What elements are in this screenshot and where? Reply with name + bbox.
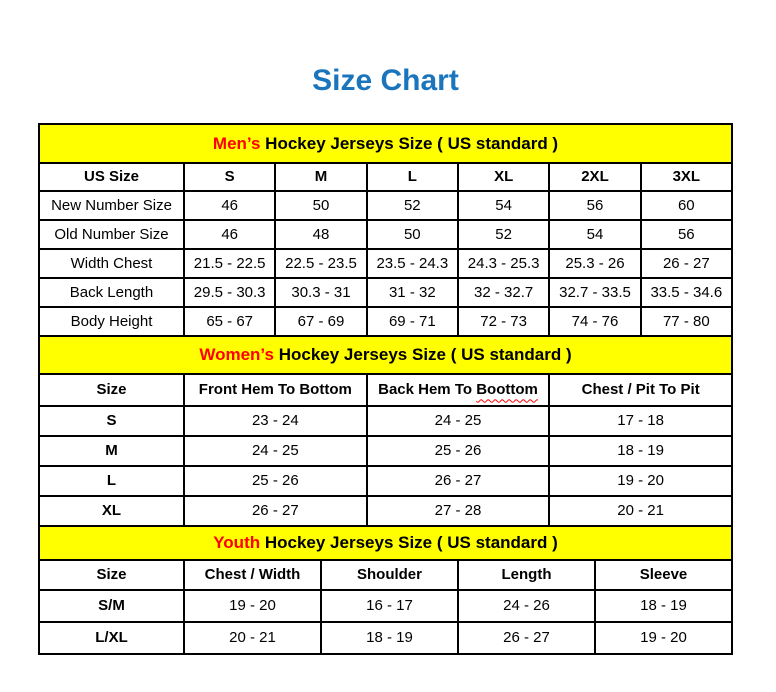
size-chart-tables [38, 123, 733, 655]
size-value-cell: 77 - 80 [641, 307, 732, 336]
table-row [39, 307, 732, 336]
table-row [39, 466, 732, 496]
womens-col-header [367, 374, 550, 406]
size-value-cell: 56 [549, 191, 640, 220]
youth-section-highlight: Youth [213, 533, 261, 553]
size-value-cell: 32.7 - 33.5 [549, 278, 640, 307]
size-value-cell: 52 [367, 191, 458, 220]
size-value-cell: 33.5 - 34.6 [641, 278, 732, 307]
size-value-cell: 29.5 - 30.3 [184, 278, 275, 307]
mens-row-label: Back Length [39, 278, 184, 307]
youth-size-table [38, 525, 733, 655]
size-value-cell: 46 [184, 191, 275, 220]
size-value-cell: 74 - 76 [549, 307, 640, 336]
womens-row-label: S [39, 406, 184, 436]
youth-section-title-rest: Hockey Jerseys Size ( US standard ) [260, 533, 558, 553]
youth-header-row [39, 560, 732, 590]
size-value-cell: 54 [549, 220, 640, 249]
table-row [39, 622, 732, 654]
size-value-cell: 72 - 73 [458, 307, 549, 336]
womens-section-band [39, 336, 732, 374]
mens-col-header: US Size [39, 163, 184, 191]
table-row [39, 590, 732, 622]
size-value-cell: 65 - 67 [184, 307, 275, 336]
size-value-cell: 19 - 20 [549, 466, 732, 496]
size-value-cell: 16 - 17 [321, 590, 458, 622]
youth-row-label: L/XL [39, 622, 184, 654]
size-value-cell: 19 - 20 [595, 622, 732, 654]
mens-section-title-rest: Hockey Jerseys Size ( US standard ) [260, 133, 559, 153]
mens-col-header: 2XL [549, 163, 640, 191]
size-value-cell: 18 - 19 [595, 590, 732, 622]
womens-section-highlight: Women’s [199, 345, 274, 365]
womens-row-label: L [39, 466, 184, 496]
size-value-cell: 23 - 24 [184, 406, 367, 436]
womens-row-label: XL [39, 496, 184, 526]
size-value-cell: 21.5 - 22.5 [184, 249, 275, 278]
size-value-cell: 27 - 28 [367, 496, 550, 526]
mens-row-label: Body Height [39, 307, 184, 336]
mens-row-label: Width Chest [39, 249, 184, 278]
mens-row-label: New Number Size [39, 191, 184, 220]
womens-col-header: Front Hem To Bottom [184, 374, 367, 406]
size-value-cell: 31 - 32 [367, 278, 458, 307]
youth-section-header [39, 526, 732, 560]
table-row [39, 278, 732, 307]
size-value-cell: 25 - 26 [184, 466, 367, 496]
mens-col-header: XL [458, 163, 549, 191]
size-value-cell: 24 - 26 [458, 590, 595, 622]
mens-row-label: Old Number Size [39, 220, 184, 249]
youth-col-header: Shoulder [321, 560, 458, 590]
mens-section-header [39, 124, 732, 163]
size-value-cell: 52 [458, 220, 549, 249]
size-value-cell: 18 - 19 [321, 622, 458, 654]
size-value-cell: 26 - 27 [367, 466, 550, 496]
size-value-cell: 25 - 26 [367, 436, 550, 466]
table-row [39, 249, 732, 278]
size-value-cell: 26 - 27 [458, 622, 595, 654]
page-title: Size Chart [312, 64, 459, 97]
youth-col-header: Length [458, 560, 595, 590]
misspelled-word: Boottom [476, 381, 538, 399]
size-value-cell: 56 [641, 220, 732, 249]
size-value-cell: 23.5 - 24.3 [367, 249, 458, 278]
size-value-cell: 69 - 71 [367, 307, 458, 336]
table-row [39, 496, 732, 526]
womens-col-header-prefix: Back Hem To [378, 381, 477, 399]
size-value-cell: 19 - 20 [184, 590, 321, 622]
size-value-cell: 17 - 18 [549, 406, 732, 436]
youth-col-header: Sleeve [595, 560, 732, 590]
size-value-cell: 50 [275, 191, 366, 220]
table-row [39, 191, 732, 220]
table-row [39, 436, 732, 466]
size-value-cell: 26 - 27 [641, 249, 732, 278]
size-value-cell: 48 [275, 220, 366, 249]
mens-section-highlight: Men’s [212, 133, 261, 153]
mens-col-header: M [275, 163, 366, 191]
table-row [39, 220, 732, 249]
youth-col-header: Chest / Width [184, 560, 321, 590]
size-value-cell: 46 [184, 220, 275, 249]
womens-row-label: M [39, 436, 184, 466]
mens-size-table [38, 123, 733, 337]
youth-section-band [39, 526, 732, 560]
size-value-cell: 67 - 69 [275, 307, 366, 336]
youth-row-label: S/M [39, 590, 184, 622]
size-value-cell: 18 - 19 [549, 436, 732, 466]
size-value-cell: 54 [458, 191, 549, 220]
mens-section-band [39, 124, 732, 163]
size-value-cell: 24.3 - 25.3 [458, 249, 549, 278]
size-value-cell: 22.5 - 23.5 [275, 249, 366, 278]
size-value-cell: 50 [367, 220, 458, 249]
size-value-cell: 32 - 32.7 [458, 278, 549, 307]
size-value-cell: 20 - 21 [549, 496, 732, 526]
youth-col-header: Size [39, 560, 184, 590]
size-value-cell: 24 - 25 [184, 436, 367, 466]
size-value-cell: 25.3 - 26 [549, 249, 640, 278]
womens-section-title-rest: Hockey Jerseys Size ( US standard ) [273, 345, 572, 365]
size-value-cell: 20 - 21 [184, 622, 321, 654]
size-value-cell: 60 [641, 191, 732, 220]
mens-col-header: 3XL [641, 163, 732, 191]
mens-col-header: L [367, 163, 458, 191]
womens-size-table [38, 335, 733, 527]
table-row [39, 406, 732, 436]
mens-col-header: S [184, 163, 275, 191]
size-value-cell: 26 - 27 [184, 496, 367, 526]
mens-header-row [39, 163, 732, 191]
womens-col-header: Size [39, 374, 184, 406]
size-value-cell: 30.3 - 31 [275, 278, 366, 307]
womens-col-header: Chest / Pit To Pit [549, 374, 732, 406]
womens-header-row [39, 374, 732, 406]
womens-section-header [39, 336, 732, 374]
size-value-cell: 24 - 25 [367, 406, 550, 436]
